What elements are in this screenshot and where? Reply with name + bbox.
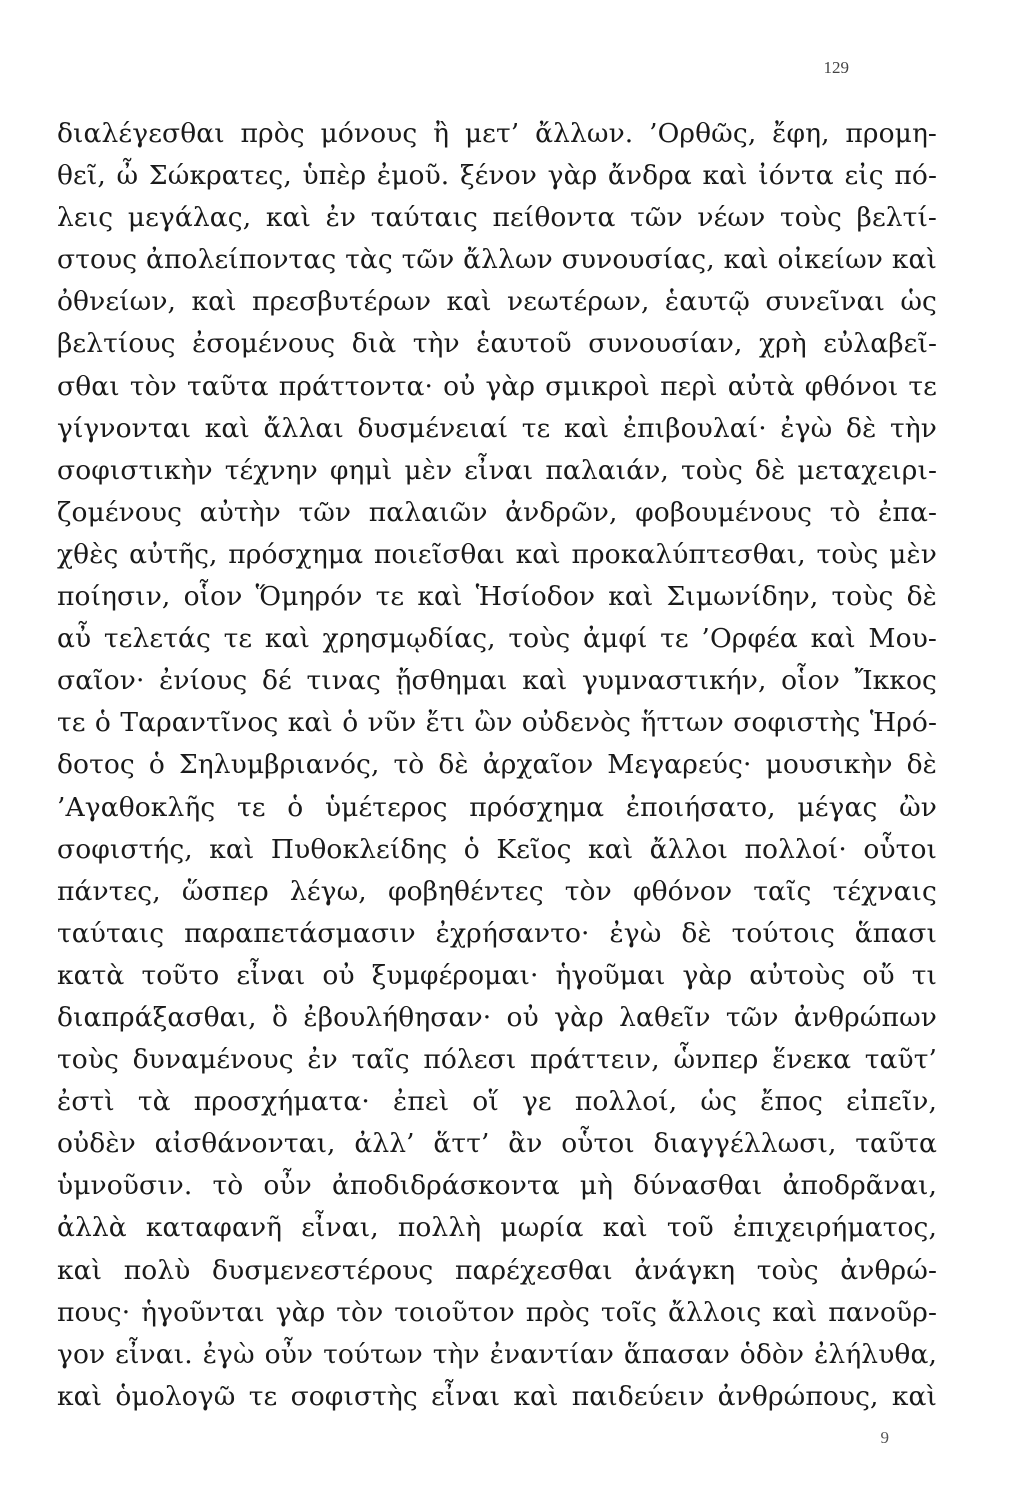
text-line: λεις μεγάλας, καὶ ἐν ταύταις πείθοντα τῶν νέων τοὺς βελτί-	[57, 202, 937, 234]
text-line: ταύταις παραπετάσμασιν ἐχρήσαντο· ἐγὼ δὲ τούτοις ἅπασι	[57, 917, 937, 949]
text-line: αὖ τελετάς τε καὶ χρησμῳδίας, τοὺς ἀμφί τε ’Ορφέα καὶ Μου-	[57, 623, 937, 655]
text-line: σθαι τὸν ταῦτα πράττοντα· οὐ γὰρ σμικροὶ περὶ αὐτὰ φθόνοι τε	[57, 370, 937, 402]
text-line: ἀλλὰ καταφανῆ εἶναι, πολλὴ μωρία καὶ τοῦ ἐπιχειρήματος,	[57, 1212, 937, 1244]
text-line: κατὰ τοῦτο εἶναι οὐ ξυμφέρομαι· ἡγοῦμαι γὰρ αὐτοὺς οὔ τι	[57, 959, 937, 991]
text-line: τοὺς δυναμένους ἐν ταῖς πόλεσι πράττειν, ὧνπερ ἕνεκα ταῦτ’	[57, 1044, 937, 1076]
text-line: γον εἶναι. ἐγὼ οὖν τούτων τὴν ἐναντίαν ἅπασαν ὁδὸν ἐλήλυθα,	[57, 1338, 937, 1370]
text-line: χθὲς αὐτῆς, πρόσχημα ποιεῖσθαι καὶ προκαλύπτεσθαι, τοὺς μὲν	[57, 538, 937, 570]
text-line: οὐδὲν αἰσθάνονται, ἀλλ’ ἅττ’ ἂν οὗτοι διαγγέλλωσι, ταῦτα	[57, 1128, 937, 1160]
text-line: τε ὁ Ταραντῖνος καὶ ὁ νῦν ἔτι ὢν οὐδενὸς ἥττων σοφιστὴς Ἡρό-	[57, 707, 937, 739]
text-line: ὑμνοῦσιν. τὸ οὖν ἀποδιδράσκοντα μὴ δύνασθαι ἀποδρᾶναι,	[57, 1170, 937, 1202]
text-line: διαλέγεσθαι πρὸς μόνους ἢ μετ’ ἄλλων. ’Ορθῶς, ἔφη, προμη-	[57, 118, 937, 149]
text-line: ὀθνείων, καὶ πρεσβυτέρων καὶ νεωτέρων, ἑαυτῷ συνεῖναι ὡς	[57, 286, 937, 318]
signature-mark: 9	[880, 1428, 889, 1447]
text-line: στους ἀπολείποντας τὰς τῶν ἄλλων συνουσίας, καὶ οἰκείων καὶ	[57, 244, 937, 276]
text-line: διαπράξασθαι, ὃ ἐβουλήθησαν· οὐ γὰρ λαθεῖν τῶν ἀνθρώπων	[57, 1001, 937, 1033]
text-line: καὶ πολὺ δυσμενεστέρους παρέχεσθαι ἀνάγκη τοὺς ἀνθρώ-	[57, 1254, 937, 1286]
text-line: σοφιστής, καὶ Πυθοκλείδης ὁ Κεῖος καὶ ἄλλοι πολλοί· οὗτοι	[57, 833, 937, 865]
text-line: ἐστὶ τὰ προσχήματα· ἐπεὶ οἵ γε πολλοί, ὡς ἔπος εἰπεῖν,	[57, 1086, 937, 1118]
text-line: ποίησιν, οἷον Ὅμηρόν τε καὶ Ἡσίοδον καὶ Σιμωνίδην, τοὺς δὲ	[57, 581, 937, 613]
text-line: ’Αγαθοκλῆς τε ὁ ὑμέτερος πρόσχημα ἐποιήσατο, μέγας ὢν	[57, 791, 937, 823]
body-text	[57, 113, 937, 1418]
text-line: βελτίους ἐσομένους διὰ τὴν ἑαυτοῦ συνουσίαν, χρὴ εὐλαβεῖ-	[57, 328, 937, 360]
text-line: πάντες, ὥσπερ λέγω, φοβηθέντες τὸν φθόνον ταῖς τέχναις	[57, 875, 937, 907]
text-line: σοφιστικὴν τέχνην φημὶ μὲν εἶναι παλαιάν, τοὺς δὲ μεταχειρι-	[57, 454, 937, 486]
text-line: σαῖον· ἐνίους δέ τινας ᾔσθημαι καὶ γυμναστικήν, οἷον Ἴκκος	[57, 665, 937, 697]
text-line: ζομένους αὐτὴν τῶν παλαιῶν ἀνδρῶν, φοβουμένους τὸ ἐπα-	[57, 496, 937, 528]
text-line: δοτος ὁ Σηλυμβριανός, τὸ δὲ ἀρχαῖον Μεγαρεύς· μουσικὴν δὲ	[57, 749, 937, 781]
text-line: θεῖ, ὦ Σώκρατες, ὑπὲρ ἐμοῦ. ξένον γὰρ ἄνδρα καὶ ἰόντα εἰς πό-	[57, 160, 937, 192]
text-line: καὶ ὁμολογῶ τε σοφιστὴς εἶναι καὶ παιδεύειν ἀνθρώπους, καὶ	[57, 1380, 937, 1412]
text-line: γίγνονται καὶ ἄλλαι δυσμένειαί τε καὶ ἐπιβουλαί· ἐγὼ δὲ τὴν	[57, 412, 937, 444]
text-line: πους· ἡγοῦνται γὰρ τὸν τοιοῦτον πρὸς τοῖς ἄλλοις καὶ πανοῦρ-	[57, 1296, 937, 1328]
page-number: 129	[823, 58, 849, 77]
